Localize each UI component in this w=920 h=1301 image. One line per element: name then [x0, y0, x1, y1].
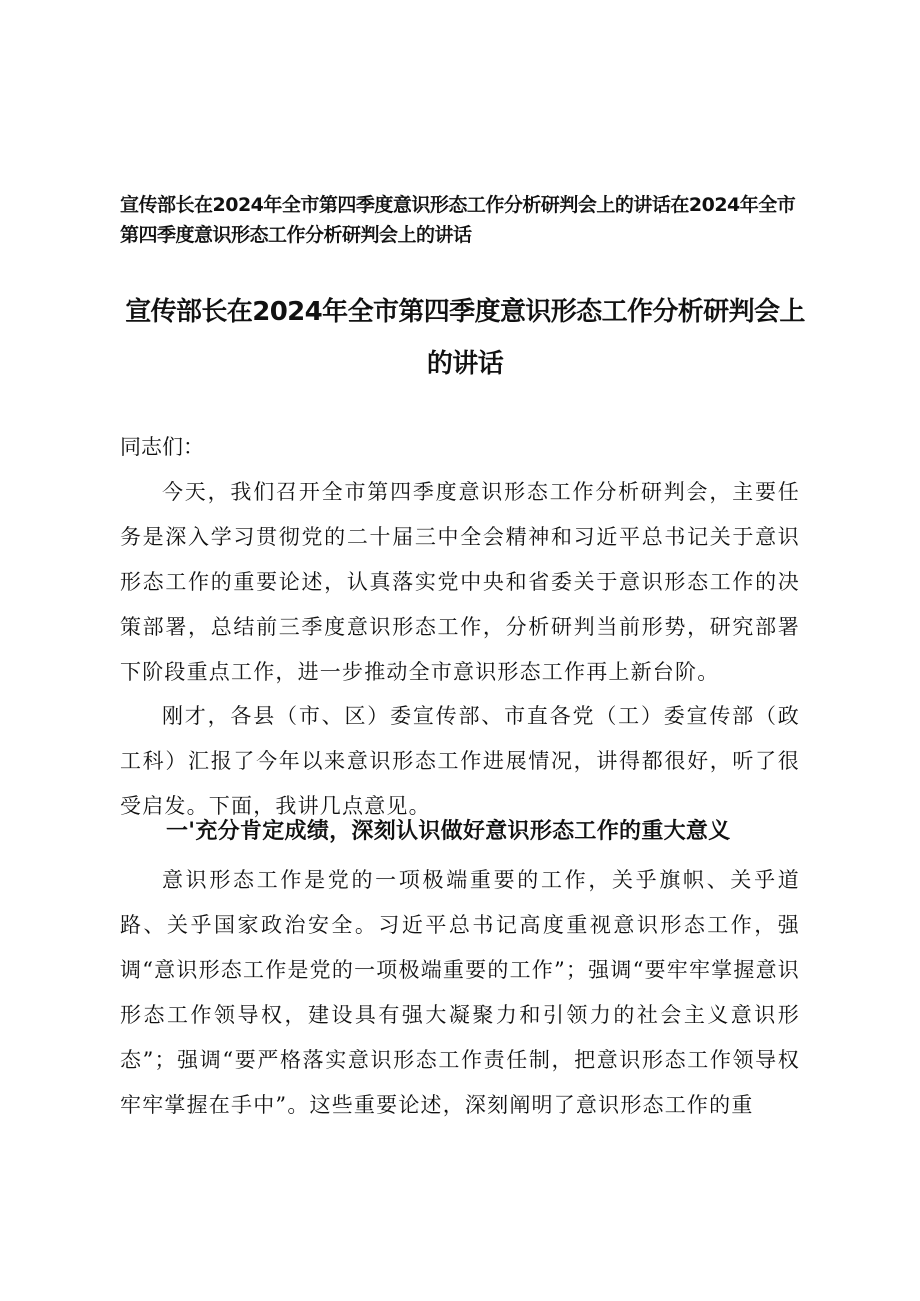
salutation: 同志们：	[120, 435, 204, 459]
paragraph-reports: 刚才，各县（市、区）委宣传部、市直各党（工）委宣传部（政工科）汇报了今年以来意识形态工作进展情况，讲得都很好，听了很受启发。下面，我讲几点意见。	[120, 704, 800, 818]
section-1-paragraph: 意识形态工作是党的一项极端重要的工作，关乎旗帜、关乎道路、关乎国家政治安全。习近平总书记高度重视意识形态工作，强调“意识形态工作是党的一项极端重要的工作”；强调“要牢牢掌握意识形态工作领导权，建设具有强大凝聚力和引领力的社会主义意识形态”；强调“要严格落实意识形态工作责任制，把意识形态工作领导权牢牢掌握在手中”。这些重要论述，深刻阐明了意识形态工作的重	[120, 868, 800, 1117]
paragraph-opening: 今天，我们召开全市第四季度意识形态工作分析研判会，主要任务是深入学习贯彻党的二十届三中全会精神和习近平总书记关于意识形态工作的重要论述，认真落实党中央和省委关于意识形态工作的决策部署，总结前三季度意识形态工作，分析研判当前形势，研究部署下阶段重点工作，进一步推动全市意识形态工作再上新台阶。	[120, 480, 800, 684]
document-header-line: 宣传部长在2024年全市第四季度意识形态工作分析研判会上的讲话在2024年全市第四季度意识形态工作分析研判会上的讲话	[120, 194, 796, 246]
page-title: 宣传部长在2024年全市第四季度意识形态工作分析研判会上的讲话	[125, 297, 805, 379]
section-heading-1: 一'充分肯定成绩，深刻认识做好意识形态工作的重大意义	[166, 819, 731, 844]
